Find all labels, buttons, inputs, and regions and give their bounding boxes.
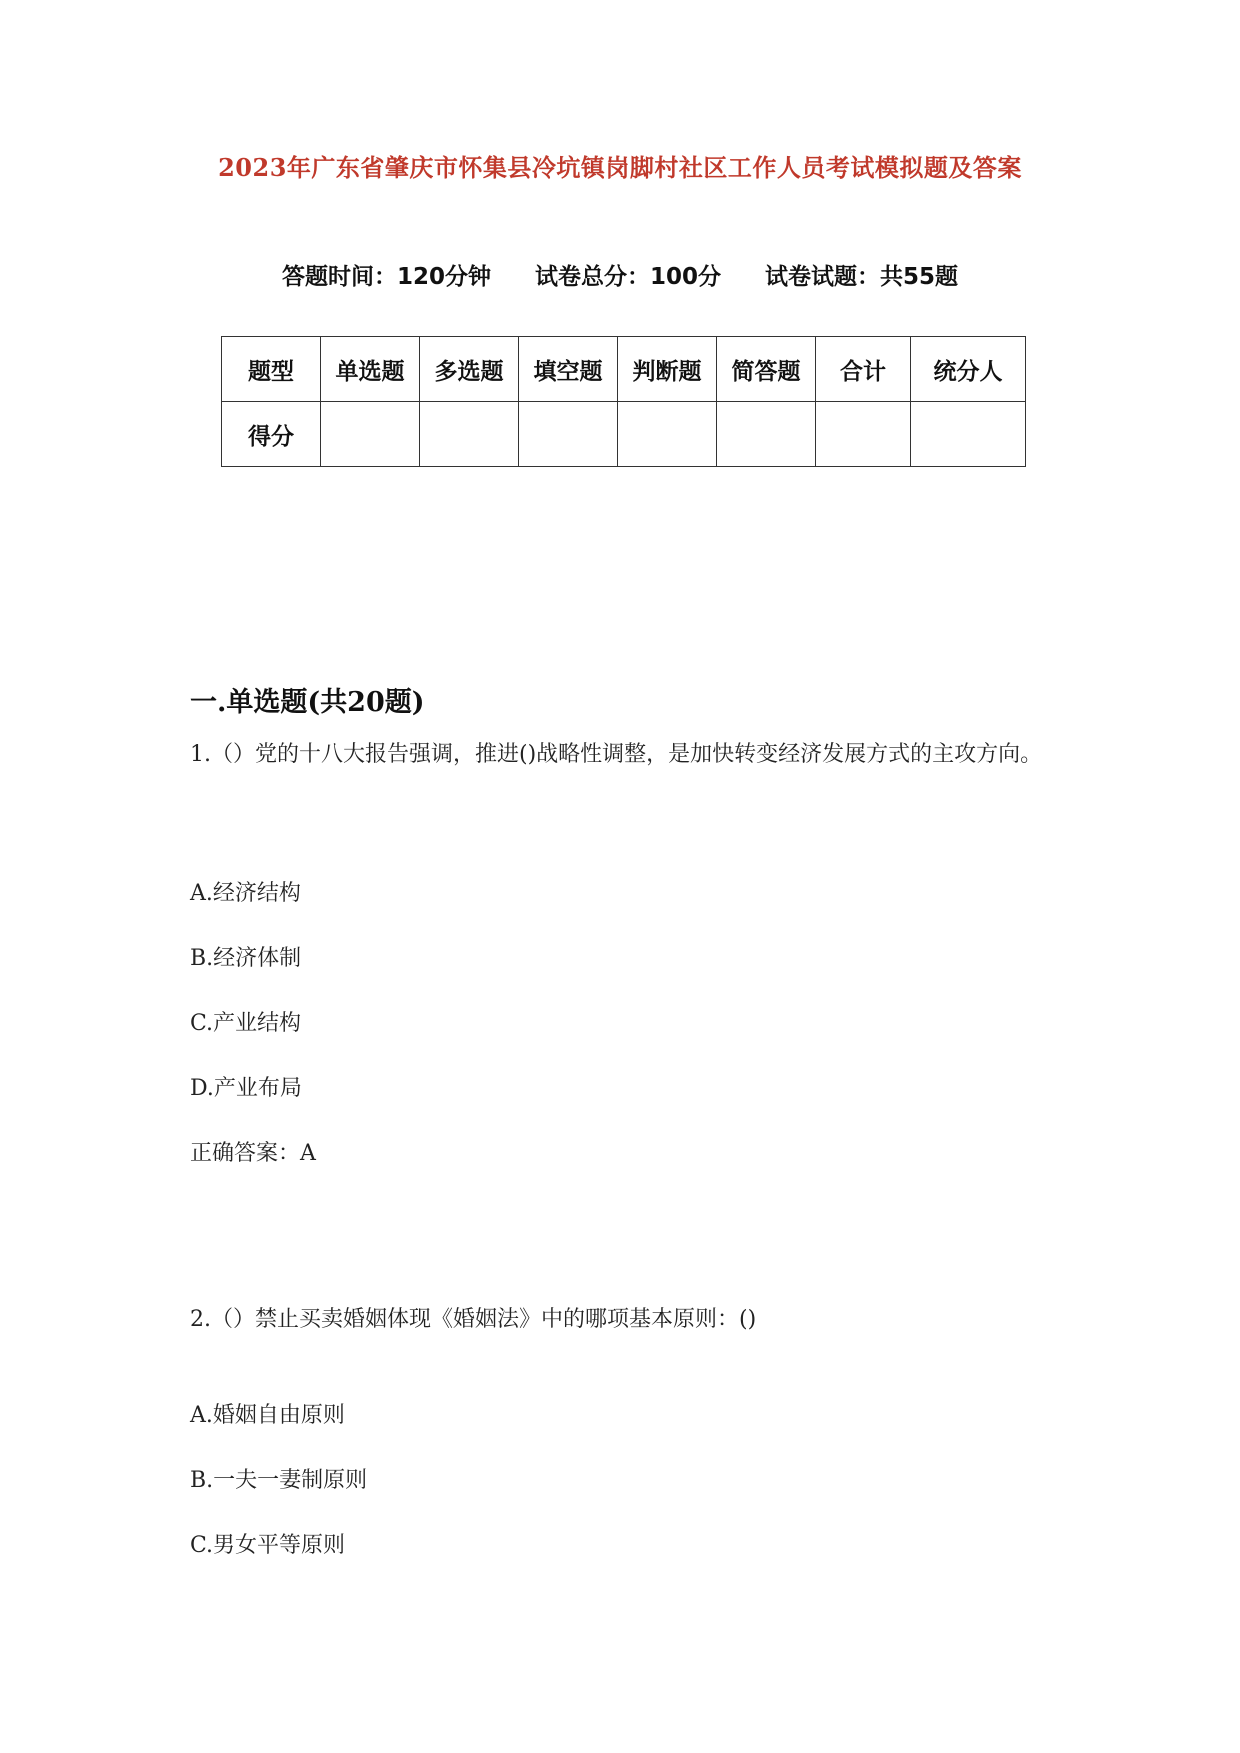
- question-1-option-d: D.产业布局: [190, 1076, 302, 1101]
- question-2-text: 2.（）禁止买卖婚姻体现《婚姻法》中的哪项基本原则：(): [190, 1307, 757, 1332]
- question-1-option-b: B.经济体制: [190, 946, 302, 971]
- score-table-score-row: [222, 402, 1026, 467]
- question-2-option-a: A.婚姻自由原则: [190, 1403, 345, 1428]
- score-table: [221, 336, 1026, 467]
- document-title: 2023年广东省肇庆市怀集县冷坑镇岗脚村社区工作人员考试模拟题及答案: [218, 153, 1022, 182]
- exam-info: [0, 258, 1240, 291]
- exam-total-score: 试卷总分：100分: [534, 264, 721, 290]
- header-cell-grader: 统分人: [911, 337, 1026, 402]
- score-cell: [911, 402, 1026, 467]
- question-1-text: 1.（）党的十八大报告强调，推进()战略性调整，是加快转变经济发展方式的主攻方向。: [190, 742, 1043, 767]
- exam-question-count: 试卷试题：共55题: [765, 264, 959, 290]
- header-cell-short-answer: 简答题: [717, 337, 816, 402]
- row-label-score: 得分: [222, 402, 321, 467]
- question-2-option-c: C.男女平等原则: [190, 1533, 346, 1558]
- score-cell: [321, 402, 420, 467]
- exam-time: 答题时间：120分钟: [281, 264, 491, 290]
- score-cell: [816, 402, 911, 467]
- section-heading: 一.单选题(共20题): [190, 687, 425, 718]
- score-cell: [618, 402, 717, 467]
- header-cell-single-choice: 单选题: [321, 337, 420, 402]
- question-2-option-b: B.一夫一妻制原则: [190, 1468, 368, 1493]
- score-cell: [420, 402, 519, 467]
- header-cell-fill-blank: 填空题: [519, 337, 618, 402]
- score-cell: [717, 402, 816, 467]
- score-table-header-row: [222, 337, 1026, 402]
- question-1-option-a: A.经济结构: [190, 881, 301, 906]
- question-1-answer: 正确答案：A: [190, 1141, 316, 1166]
- header-cell-multiple-choice: 多选题: [420, 337, 519, 402]
- score-cell: [519, 402, 618, 467]
- header-cell-type: 题型: [222, 337, 321, 402]
- header-cell-true-false: 判断题: [618, 337, 717, 402]
- question-1-option-c: C.产业结构: [190, 1011, 302, 1036]
- header-cell-total: 合计: [816, 337, 911, 402]
